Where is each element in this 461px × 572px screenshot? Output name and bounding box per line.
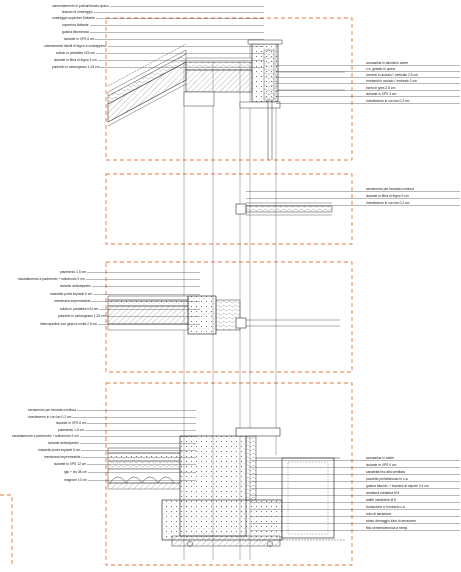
label-d4-r7: fondazione a l'rovescio c.a.: [366, 505, 406, 509]
label-d1-l0: camminamento in policarbonato opaco: [52, 4, 109, 8]
label-d3-l1: riscaldamento a pavimento + sottofondo 9 cm: [18, 277, 85, 281]
label-d4-l2: isolante in XPS 6 cm: [56, 421, 87, 425]
label-d1-l4: guaina bituminosa: [62, 30, 89, 34]
floor-edge-beam: [188, 296, 216, 334]
label-d4-l4: riscaldamento a pavimento + sottofondo 9 cm: [12, 434, 79, 438]
label-d4-l10: magrone 10 cm: [64, 478, 87, 482]
label-d4-l6: massetto porta impianti 6 cm: [38, 448, 81, 452]
label-d4-r9: strato drenaggio tubo di aerazione: [366, 519, 417, 523]
label-d4-r6: staffe metalliche Ø 8: [366, 498, 396, 502]
detail-1-roof: [108, 40, 345, 160]
label-d4-l0: serramento per facciata continua: [28, 408, 77, 412]
label-d4-l9: iglu + cls 38 cm: [64, 470, 87, 474]
label-d4-r3: pozzetto prefabbricato in c.a.: [366, 477, 409, 481]
label-d3-l5: solaio in predalles h24 cm: [60, 307, 99, 311]
label-d1-r6: rivestimento in con lac 0,2 cm: [366, 99, 410, 103]
label-d4-r5: armatura metallica Ø 8: [366, 491, 400, 495]
label-d2-r1: isolante in fibra di legno 9 cm: [366, 194, 409, 198]
label-d4-l8: isolante in XPS 12 cm: [54, 462, 87, 466]
label-d4-r4: guaina bitumin. + barriera al vapore 0,4 cm: [366, 484, 429, 488]
label-d4-r8: tubo di aerazione: [366, 512, 392, 516]
label-d3-l7: intercapedine con gessi a molla 2,5 cm: [40, 322, 97, 326]
label-d3-l4: membrana impermeabile: [54, 299, 91, 303]
label-d1-l1: tessuto di ombreggio: [62, 10, 93, 14]
detail-4-foundation: [108, 428, 345, 547]
floor-finish: [108, 296, 188, 300]
label-d4-r1: isolante in XPS 6 cm: [366, 463, 397, 467]
label-d1-l2: ombreggio superiore flottante: [52, 16, 95, 20]
label-d4-r10: fitto cementotecnica a riemp.: [366, 526, 409, 530]
label-d4-l5: isolante anticalpestio: [48, 441, 79, 445]
label-d4-l7: membrana impermeabile: [44, 455, 81, 459]
igloo-layer: [108, 469, 180, 483]
label-d1-l8: isolante in fibra di legno 3 cm: [54, 58, 97, 62]
label-d3-l0: pavimento 1,5 cm: [60, 270, 87, 274]
label-d4-r2: canaletta fino alla ventilata: [366, 470, 405, 474]
label-d1-l9: pannello in cartongesso 1,25 cm: [52, 65, 100, 69]
label-d1-l5: isolante in XPS 6 cm: [64, 37, 95, 41]
label-d2-r2: rivestimento in con lac 0,2 cm: [366, 201, 410, 205]
light-well: [282, 458, 334, 538]
label-d1-r1: c.a. gettato in opera: [366, 67, 396, 71]
label-d1-r5: isolante in XPS 3 cm: [366, 92, 397, 96]
label-d4-r0: scossalina in carter: [366, 456, 395, 460]
detail-3-floor: [108, 296, 340, 334]
label-d1-l6: orientamento listelli di legno a contrappeso: [44, 44, 107, 48]
label-d2-r0: serramento per facciata continua: [366, 187, 415, 191]
label-d3-l6: pannello in cartongesso 1,25 cm: [58, 314, 106, 318]
wall-panel: [246, 206, 332, 212]
label-d3-l2: isolante anticalpestio: [60, 284, 91, 288]
label-d4-l1: rivestimento in con lac 0,2 cm: [28, 415, 72, 419]
label-d1-r3: montanti in acciaio l' verticale 2 cm: [366, 79, 417, 83]
label-d1-l3: copertura flottante: [62, 23, 89, 27]
floor-slab: [108, 306, 188, 324]
label-d1-r2: correnti in acciaio l' verticale 2,5 cm: [366, 73, 418, 77]
label-d3-l3: massetto porta impianti 6 cm: [50, 292, 93, 296]
label-d1-r4: barra in gres 2,5 cm: [366, 86, 396, 90]
label-d1-r0: scossalina in alluminio carter: [366, 61, 409, 65]
label-d4-l3: pavimento 1,5 cm: [58, 428, 85, 432]
frame-detail-5: [0, 495, 12, 565]
detail-2-wall: [236, 203, 332, 215]
label-d1-l7: sollaio in predalles h24 cm: [56, 51, 95, 55]
roof-flat-slab: [186, 70, 252, 92]
